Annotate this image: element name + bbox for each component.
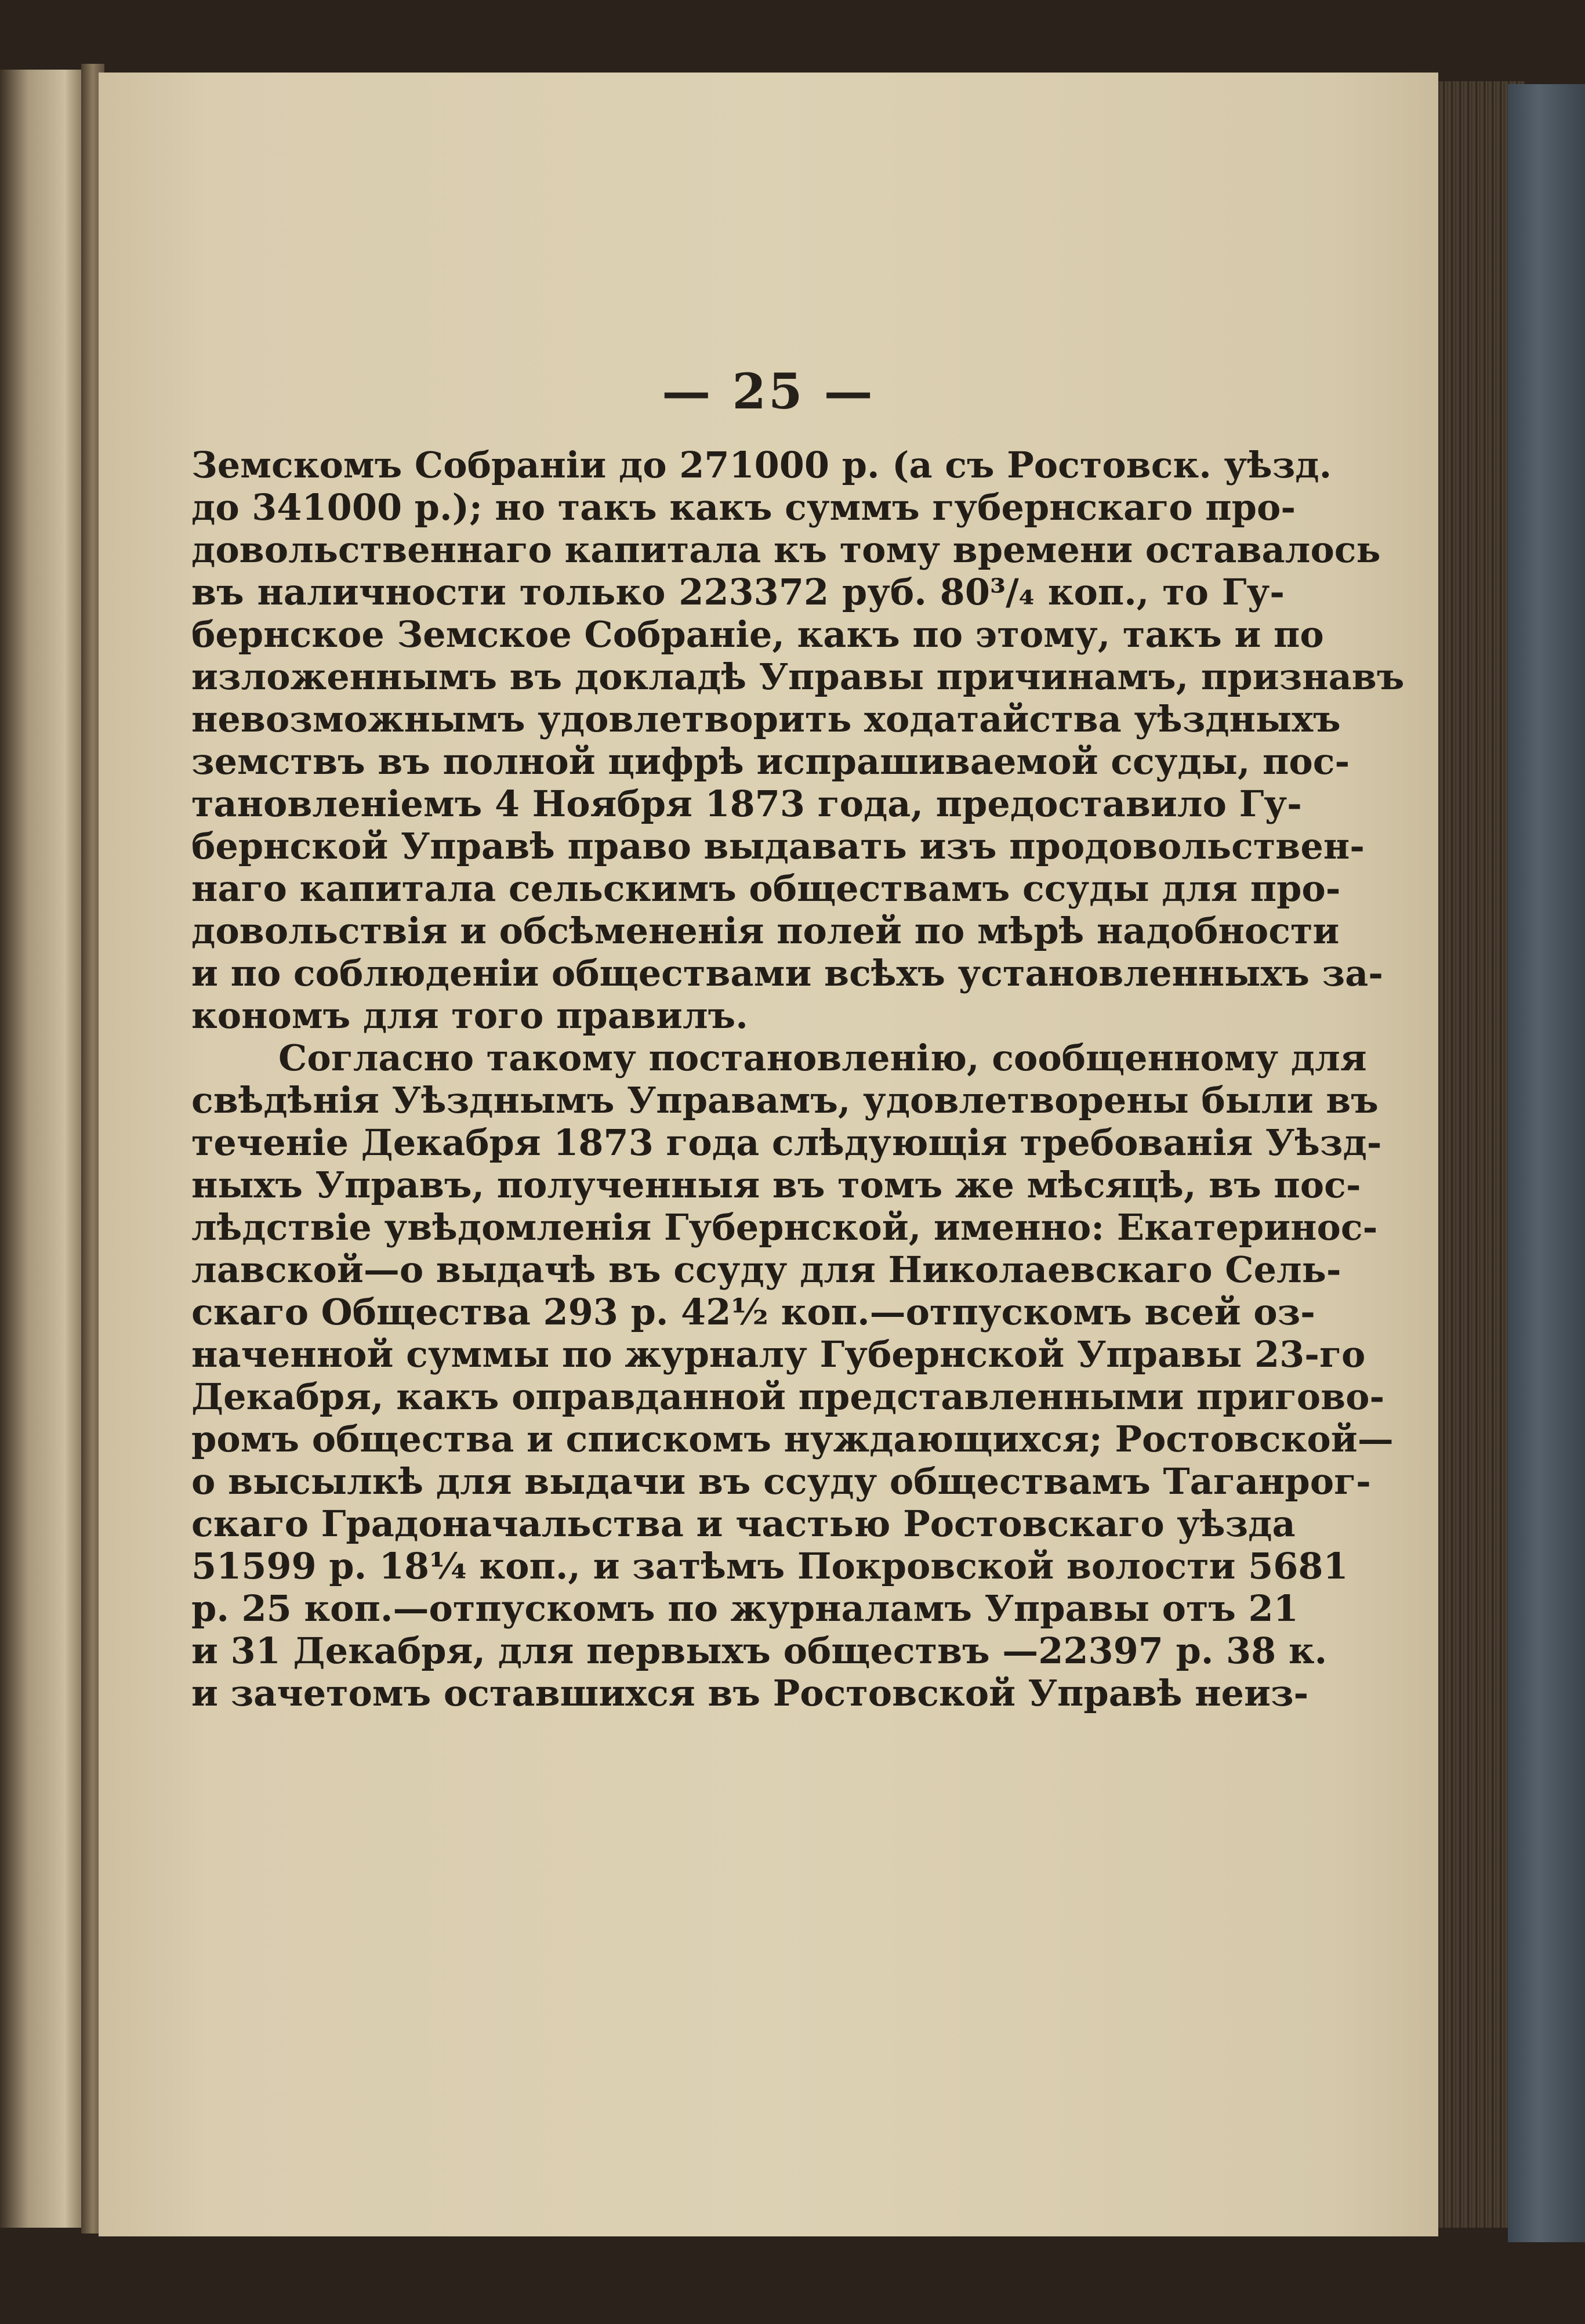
text-line: Декабря, какъ оправданной представленными пригово- xyxy=(191,1375,1385,1418)
text-line: довольственнаго капитала къ тому времени оставалось xyxy=(191,528,1381,571)
text-line: ромъ общества и спискомъ нуждающихся; Ростовской— xyxy=(191,1418,1394,1460)
text-line: въ наличности только 223372 руб. 80³/₄ коп., то Гу- xyxy=(191,571,1285,613)
text-line: кономъ для того правилъ. xyxy=(191,994,748,1037)
text-line: о высылкѣ для выдачи въ ссуду обществамъ Таганрог- xyxy=(191,1460,1371,1503)
text-line: лавской—о выдачѣ въ ссуду для Николаевскаго Сель- xyxy=(191,1248,1341,1291)
text-line: и по соблюденiи обществами всѣхъ установленныхъ за- xyxy=(191,952,1384,994)
book-cover xyxy=(1508,84,1585,2242)
body-text xyxy=(191,444,1405,1714)
text-line: наго капитала сельскимъ обществамъ ссуды для про- xyxy=(191,867,1341,910)
page-number: — 25 — xyxy=(662,363,875,420)
text-line: Земскомъ Собранiи до 271000 р. (а съ Ростовск. уѣзд. xyxy=(191,444,1332,486)
text-line: свѣдѣнiя Уѣзднымъ Управамъ, удовлетворены были въ xyxy=(191,1079,1379,1121)
text-line: невозможнымъ удовлетворить ходатайства уѣздныхъ xyxy=(191,698,1341,740)
text-line: р. 25 коп.—отпускомъ по журналамъ Управы отъ 21 xyxy=(191,1587,1299,1630)
text-line: ныхъ Управъ, полученныя въ томъ же мѣсяцѣ, въ пос- xyxy=(191,1164,1361,1206)
text-line: земствъ въ полной цифрѣ испрашиваемой ссуды, пос- xyxy=(191,740,1350,783)
text-line: Согласно такому постановленiю, сообщенному для xyxy=(278,1037,1367,1079)
text-line: теченiе Декабря 1873 года слѣдующiя требованiя Уѣзд- xyxy=(191,1121,1382,1164)
book-page xyxy=(99,73,1438,2236)
text-line: до 341000 р.); но такъ какъ суммъ губернскаго про- xyxy=(191,486,1296,528)
text-line: лѣдствiе увѣдомленiя Губернской, именно: Екатеринос- xyxy=(191,1206,1378,1248)
text-line: 51599 р. 18¼ коп., и затѣмъ Покровской волости 5681 xyxy=(191,1545,1348,1587)
text-line: изложеннымъ въ докладѣ Управы причинамъ, признавъ xyxy=(191,656,1405,698)
text-line: довольствiя и обсѣмененiя полей по мѣрѣ надобности xyxy=(191,910,1340,952)
text-line: скаго Общества 293 р. 42½ коп.—отпускомъ всей оз- xyxy=(191,1291,1315,1333)
text-line: тановленiемъ 4 Ноября 1873 года, предоставило Гу- xyxy=(191,783,1302,825)
text-line: скаго Градоначальства и частью Ростовскаго уѣзда xyxy=(191,1503,1296,1545)
text-line: бернское Земское Собранiе, какъ по этому, такъ и по xyxy=(191,613,1324,656)
text-line: наченной суммы по журналу Губернской Управы 23-го xyxy=(191,1333,1366,1375)
text-line: и 31 Декабря, для первыхъ обществъ —22397 р. 38 к. xyxy=(191,1630,1328,1672)
text-line: бернской Управѣ право выдавать изъ продовольствен- xyxy=(191,825,1365,867)
text-line: и зачетомъ оставшихся въ Ростовской Управѣ неиз- xyxy=(191,1672,1309,1714)
left-page-edge xyxy=(0,70,81,2228)
